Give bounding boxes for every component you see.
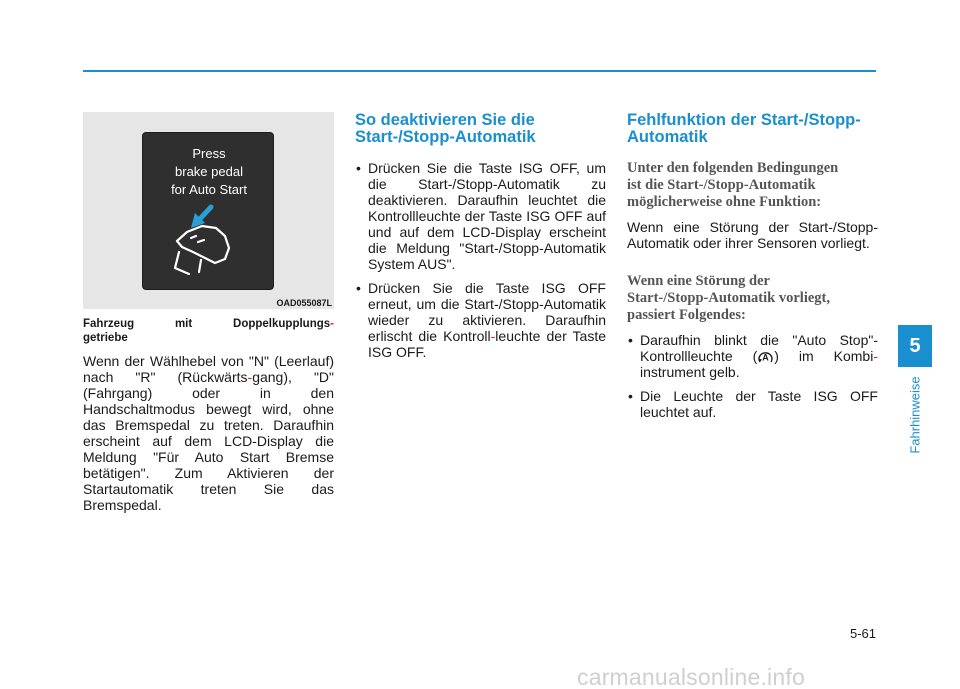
hyphen-mark: - (490, 328, 496, 344)
bullet-dot: • (356, 280, 361, 296)
arrow-down-left-icon (191, 207, 211, 228)
figure-lcd-message (83, 112, 334, 309)
list-item (627, 332, 878, 380)
lcd-line-1: Press (192, 146, 226, 161)
subheading-conditions (627, 160, 878, 211)
subheading-line: Wenn eine Störung der (627, 273, 770, 289)
section-heading-malfunction: Fehlfunktion der Start-/Stopp-Automatik (627, 111, 861, 146)
section-heading-deactivate: So deaktivieren Sie die Start-/Stopp-Automatik (355, 111, 536, 146)
svg-text:A: A (762, 352, 769, 363)
list-item (355, 160, 606, 272)
subheading-line: möglicherweise ohne Funktion: (627, 194, 822, 210)
bullet-dot: • (628, 332, 633, 348)
subheading-line: passiert Folgendes: (627, 307, 746, 323)
chapter-label (898, 370, 932, 460)
consequences-list (627, 332, 878, 420)
subheading-consequences (627, 273, 878, 324)
top-rule (83, 70, 876, 72)
bullet-dot: • (628, 388, 633, 404)
page-number: 5-61 (849, 626, 876, 641)
list-item-text: instrument gelb. (640, 364, 740, 380)
para-text-1: Wenn der Wählhebel von "N" (Leerlauf) nach "R" (Rückwärts (83, 353, 334, 385)
list-item-text: ) im Kombi (774, 348, 874, 364)
list-item (355, 280, 606, 360)
subheading-line: Start-/Stopp-Automatik vorliegt, (627, 290, 830, 306)
hyphen-mark: - (247, 369, 253, 385)
list-item-text: Daraufhin blinkt die "Auto Stop"-Kontrollleuchte ( (640, 332, 878, 364)
bullet-dot: • (356, 160, 361, 176)
lcd-line-2: brake pedal (175, 164, 243, 179)
foot-on-pedal-icon (175, 226, 229, 274)
caption-text: Fahrzeug mit Doppelkupplungs (83, 318, 331, 330)
subheading-line: Unter den folgenden Bedingungen (627, 160, 839, 176)
hyphen-mark: - (873, 348, 878, 364)
chapter-label-text: Fahrhinweise (907, 376, 923, 454)
subheading-line: ist die Start-/Stopp-Automatik (627, 177, 816, 193)
list-item-text: leuchte der Taste ISG OFF. (368, 328, 606, 360)
chapter-number-tab: 5 (898, 325, 932, 367)
lcd-line-3: for Auto Start (171, 182, 247, 197)
column-right (627, 112, 878, 428)
list-item-text: Die Leuchte der Taste ISG OFF leuchtet auf. (640, 388, 878, 420)
para-text-2: gang), "D" (Fahrgang) oder in den Handschaltmodus bewegt wird, ohne das Bremspedal zu treten. Daraufhin erscheint auf dem LCD-Display die Meldung "Für Auto Start Bremse betätigen". Zum Aktivieren der Startautomatik treten Sie das Bremspedal. (83, 369, 335, 513)
paragraph-malfunction: Wenn eine Störung der Start-/Stopp-Automatik oder ihrer Sensoren vorliegt. (627, 219, 878, 251)
figure-graphics (83, 112, 334, 309)
deactivate-list (355, 160, 606, 360)
watermark: carmanualsonline.info (577, 664, 805, 689)
list-item-text: Drücken Sie die Taste ISG OFF, um die Start-/Stopp-Automatik zu deaktivieren. Daraufhin leuchtet die Kontrollleuchte der Taste ISG OFF auf und auf dem LCD-Display erscheint die Meldung "Start-/Stopp-Automatik System AUS". (368, 160, 606, 272)
figure-code: OAD055087L (276, 298, 332, 308)
auto-stop-a-icon (757, 350, 774, 363)
column-middle (355, 112, 606, 368)
figure-caption-line-1 (83, 317, 334, 331)
paragraph-auto-start (83, 353, 334, 513)
list-item-text: Drücken Sie die Taste ISG OFF erneut, um die Start-/Stopp-Automatik wieder zu aktivieren. Daraufhin erlischt die Kontroll (368, 280, 606, 344)
figure-caption-line-2: getriebe (83, 332, 128, 344)
column-left (83, 112, 334, 513)
hyphen-mark: - (330, 318, 334, 330)
list-item (627, 388, 878, 420)
